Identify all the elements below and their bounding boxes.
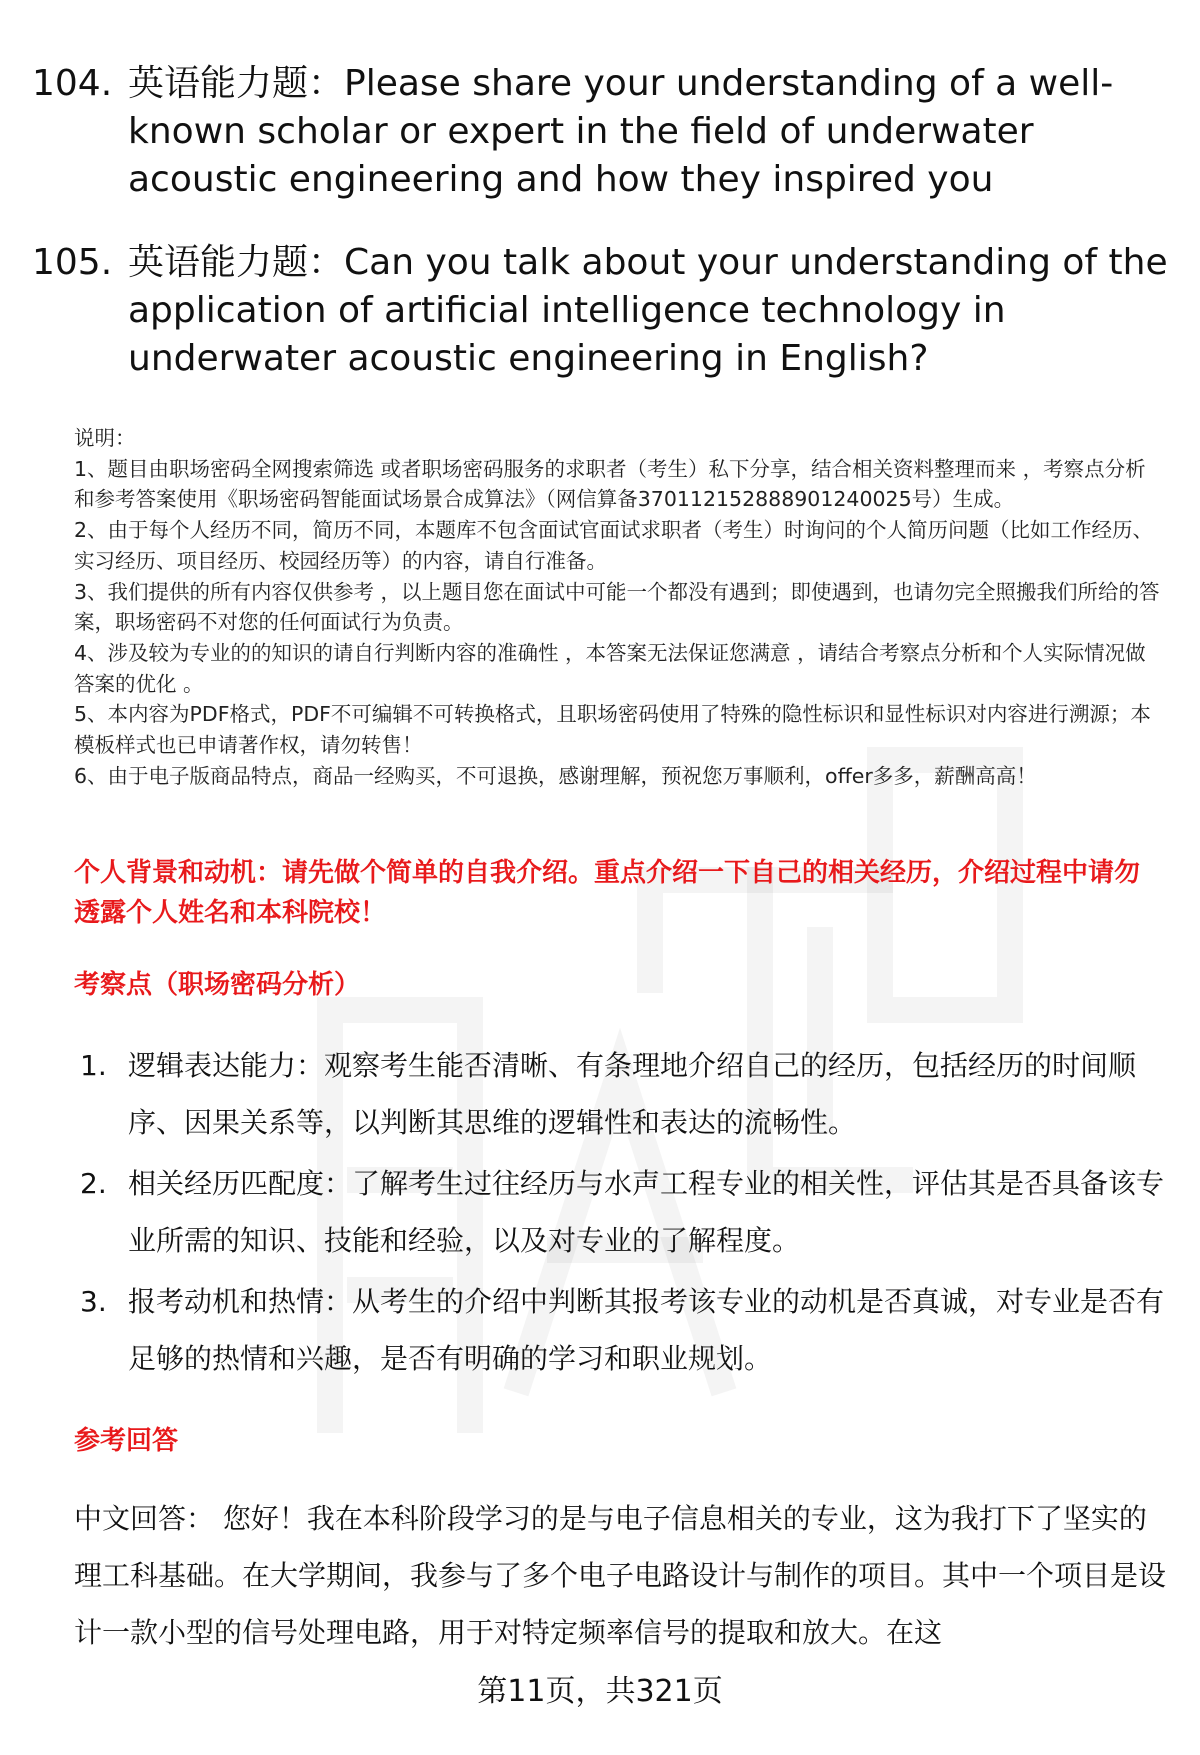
point-number: 2. <box>80 1167 107 1200</box>
note-item: 1、题目由职场密码全网搜索筛选 或者职场密码服务的求职者（考生）私下分享，结合相关资料整理而来 ，考察点分析和参考答案使用《职场密码智能面试场景合成算法》（网信算备370112152888901240025号）生成。 <box>74 456 1146 512</box>
point-text: 报考动机和热情：从考生的介绍中判断其报考该专业的动机是否真诚，对专业是否有足够的热情和兴趣，是否有明确的学习和职业规划。 <box>128 1285 1165 1375</box>
point-number: 1. <box>80 1049 107 1082</box>
list-item <box>80 1273 1165 1387</box>
point-number: 3. <box>80 1285 107 1318</box>
question-number: 104. <box>32 63 113 104</box>
question-104 <box>32 60 1172 204</box>
reference-answer-heading: 参考回答 <box>74 1426 179 1456</box>
list-item <box>80 1155 1165 1269</box>
analysis-points-list <box>80 1037 1165 1391</box>
question-text: 英语能力题：Can you talk about your understanding of the application of artificial intelligence technology in underwater acoustic engineering in English? <box>128 242 1168 379</box>
note-item: 4、涉及较为专业的的知识的请自行判断内容的准确性 ，本答案无法保证您满意 ，请结合考察点分析和个人实际情况做答案的优化 。 <box>74 640 1146 696</box>
list-item <box>80 1037 1165 1151</box>
background-question-heading: 个人背景和动机：请先做个简单的自我介绍。重点介绍一下自己的相关经历，介绍过程中请勿透露个人姓名和本科院校！ <box>74 858 1141 928</box>
analysis-heading: 考察点（职场密码分析） <box>74 970 361 1000</box>
point-text: 相关经历匹配度：了解考生过往经历与水声工程专业的相关性，评估其是否具备该专业所需的知识、技能和经验，以及对专业的了解程度。 <box>128 1167 1165 1257</box>
question-text: 英语能力题：Please share your understanding of a well-known scholar or expert in the field of underwater acoustic engineering and how they inspired you <box>128 63 1114 200</box>
point-text: 逻辑表达能力：观察考生能否清晰、有条理地介绍自己的经历，包括经历的时间顺序、因果关系等，以判断其思维的逻辑性和表达的流畅性。 <box>128 1049 1137 1139</box>
note-item: 6、由于电子版商品特点，商品一经购买，不可退换，感谢理解，预祝您万事顺利，offer多多，薪酬高高！ <box>74 763 1037 788</box>
note-item: 2、由于每个人经历不同，简历不同，本题库不包含面试官面试求职者（考生）时询问的个人简历问题（比如工作经历、实习经历、项目经历、校园经历等）的内容，请自行准备。 <box>74 518 1154 573</box>
disclaimer-notes <box>74 423 1164 791</box>
note-item: 3、我们提供的所有内容仅供参考 ，以上题目您在面试中可能一个都没有遇到；即使遇到，也请勿完全照搬我们所给的答案，职场密码不对您的任何面试行为负责。 <box>74 579 1160 635</box>
reference-answer-text: 中文回答： 您好！我在本科阶段学习的是与电子信息相关的专业，这为我打下了坚实的理工科基础。在大学期间，我参与了多个电子电路设计与制作的项目。其中一个项目是设计一款小型的信号处理电路，用于对特定频率信号的提取和放大。在这 <box>74 1502 1167 1649</box>
page-footer: 第11页，共321页 <box>477 1674 723 1709</box>
question-105 <box>32 239 1172 383</box>
note-item: 5、本内容为PDF格式，PDF不可编辑不可转换格式，且职场密码使用了特殊的隐性标识和显性标识对内容进行溯源；本模板样式也已申请著作权，请勿转售！ <box>74 702 1151 758</box>
question-number: 105. <box>32 242 113 283</box>
notes-heading: 说明： <box>74 426 136 450</box>
